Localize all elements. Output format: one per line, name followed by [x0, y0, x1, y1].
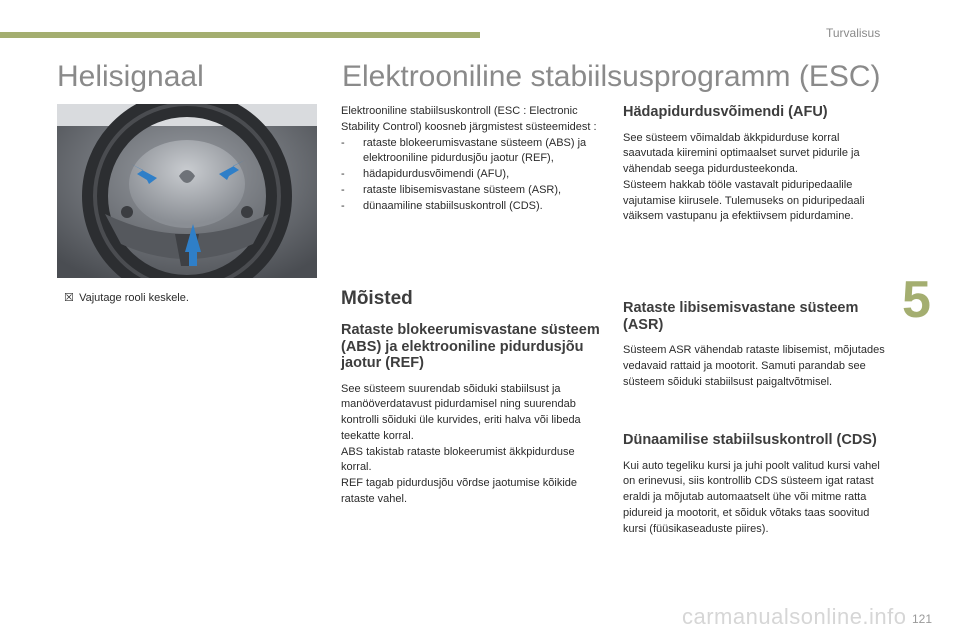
horn-instruction: [64, 291, 189, 304]
esc-system-list: [341, 136, 603, 215]
abs-text-3: REF tagab pidurdusjõu võrdse jaotumise kõikide rataste vahel.: [341, 477, 578, 506]
esc-title: Elektrooniline stabiilsusprogramm (ESC): [342, 60, 881, 93]
list-item: - dünaamiline stabiilsuskontroll (CDS).: [341, 199, 543, 212]
header-accent-bar: [0, 32, 480, 38]
esc-intro: [341, 104, 603, 215]
abs-text-2: ABS takistab rataste blokeerumist äkkpidurduse korral.: [341, 445, 575, 474]
steering-wheel-photo: [57, 104, 317, 278]
horn-title: Helisignaal: [57, 60, 204, 93]
cds-text: Kui auto tegeliku kursi ja juhi poolt valitud kursi vahel on erinevusi, siis kontrollib CDS süsteem igat ratast eraldi ja mõjutab automaatselt ühe või mitme ratta pidureid ja mootorit, et sõiduk võtaks taas soovitud kursi (füüsikaseaduste piires).: [623, 459, 880, 535]
list-item: - rataste blokeerumisvastane süsteem (ABS) ja elektrooniline pidurdusjõu jaotur (REF),: [341, 136, 587, 165]
chapter-number: 5: [902, 271, 931, 329]
esc-intro-text: Elektrooniline stabiilsuskontroll (ESC : Electronic Stability Control) koosneb järgmistest süsteemidest :: [341, 105, 597, 133]
list-item: - rataste libisemisvastane süsteem (ASR),: [341, 183, 562, 196]
afu-title: Hädapidurdusvõimendi (AFU): [623, 104, 828, 120]
steering-wheel-illustration: [57, 104, 317, 278]
cds-title: Dünaamilise stabiilsuskontroll (CDS): [623, 432, 877, 448]
section-label: Turvalisus: [826, 26, 881, 40]
list-item: - hädapidurdusvõimendi (AFU),: [341, 168, 510, 181]
definitions-section: [341, 288, 603, 508]
afu-section: [623, 104, 885, 225]
asr-text: Süsteem ASR vähendab rataste libisemist, mõjutades vedavaid rattaid ja mootorit. Samuti parandab see süsteem sõiduki stabiilsust paigaltvõtmisel.: [623, 344, 885, 388]
asr-title: Rataste libisemisvastane süsteem (ASR): [623, 300, 859, 333]
abs-title: Rataste blokeerumisvastane süsteem (ABS) ja elektrooniline pidurdusjõu jaotur (REF): [341, 322, 600, 371]
check-bullet-icon: ☒: [64, 292, 74, 304]
definitions-title: Mõisted: [341, 288, 413, 309]
abs-text-1: See süsteem suurendab sõiduki stabiilsust ja manööverdatavust pidurdamisel ning suurendab kontrolli sõiduki üle kurvides, eriti halva või libeda teekatte korral.: [341, 382, 581, 442]
afu-text-2: Süsteem hakkab tööle vastavalt piduripedaalile vajutamise kiirusele. Tulemuseks on piduripedaali väiksem vastupanu ja efektiivsem pidurdamine.: [623, 178, 865, 223]
watermark: carmanualsonline.info: [682, 604, 907, 629]
horn-instruction-text: Vajutage rooli keskele.: [79, 292, 189, 304]
cds-section: [623, 432, 885, 537]
asr-section: [623, 300, 885, 390]
page-number: 121: [912, 612, 933, 626]
afu-text-1: See süsteem võimaldab äkkpidurduse korral saavutada kiiremini optimaalset survet pidurile ja vähendab seega pidurdusteekonda.: [623, 131, 860, 176]
